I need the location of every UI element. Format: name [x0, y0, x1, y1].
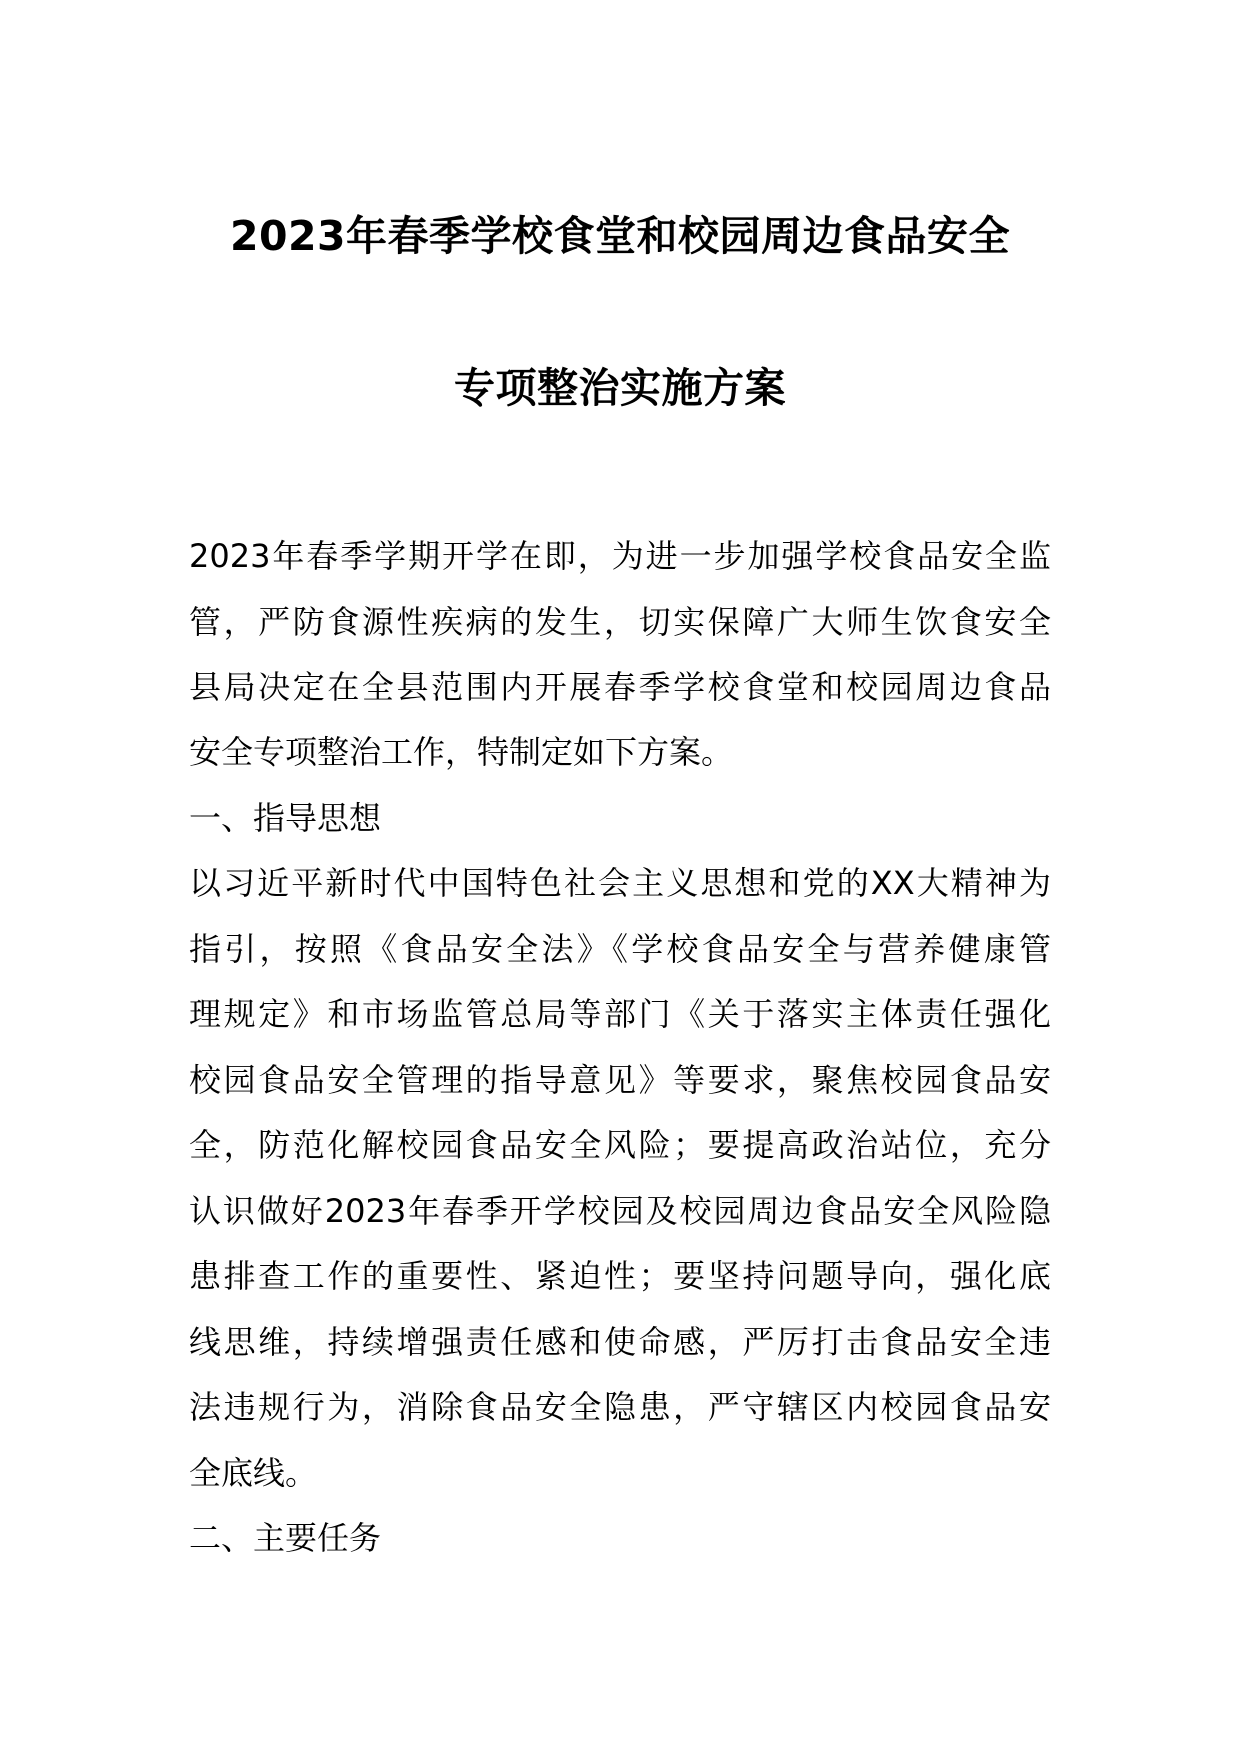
- paragraph-ideology-line-5: 全，防范化解校园食品安全风险；要提高政治站位，充分: [189, 1126, 1051, 1164]
- paragraph-ideology-line-3: 理规定》和市场监管总局等部门《关于落实主体责任强化: [189, 995, 1051, 1033]
- section-heading-main-tasks: 二、主要任务: [189, 1519, 382, 1557]
- paragraph-ideology-line-2: 指引，按照《食品安全法》《学校食品安全与营养健康管: [189, 930, 1051, 968]
- paragraph-ideology-line-7: 患排查工作的重要性、紧迫性；要坚持问题导向，强化底: [189, 1257, 1051, 1295]
- section-heading-guiding-ideology: 一、指导思想: [189, 799, 382, 837]
- paragraph-ideology-line-1: 以习近平新时代中国特色社会主义思想和党的XX大精神为: [189, 864, 1051, 902]
- paragraph-intro-line-4: 安全专项整治工作，特制定如下方案。: [189, 733, 734, 771]
- document-title-line-1: 2023年春季学校食堂和校园周边食品安全: [229, 212, 1011, 260]
- paragraph-ideology-line-4: 校园食品安全管理的指导意见》等要求，聚焦校园食品安: [189, 1061, 1051, 1099]
- paragraph-intro-line-2: 管，严防食源性疾病的发生，切实保障广大师生饮食安全: [189, 603, 1051, 641]
- paragraph-ideology-line-6: 认识做好2023年春季开学校园及校园周边食品安全风险隐: [189, 1192, 1051, 1230]
- paragraph-intro-line-3: 县局决定在全县范围内开展春季学校食堂和校园周边食品: [189, 668, 1051, 706]
- document-title-line-2: 专项整治实施方案: [454, 364, 786, 412]
- paragraph-ideology-line-10: 全底线。: [189, 1454, 318, 1492]
- paragraph-ideology-line-8: 线思维，持续增强责任感和使命感，严厉打击食品安全违: [189, 1323, 1051, 1361]
- paragraph-ideology-line-9: 法违规行为，消除食品安全隐患，严守辖区内校园食品安: [189, 1388, 1051, 1426]
- paragraph-intro-line-1: 2023年春季学期开学在即，为进一步加强学校食品安全监: [189, 537, 1051, 575]
